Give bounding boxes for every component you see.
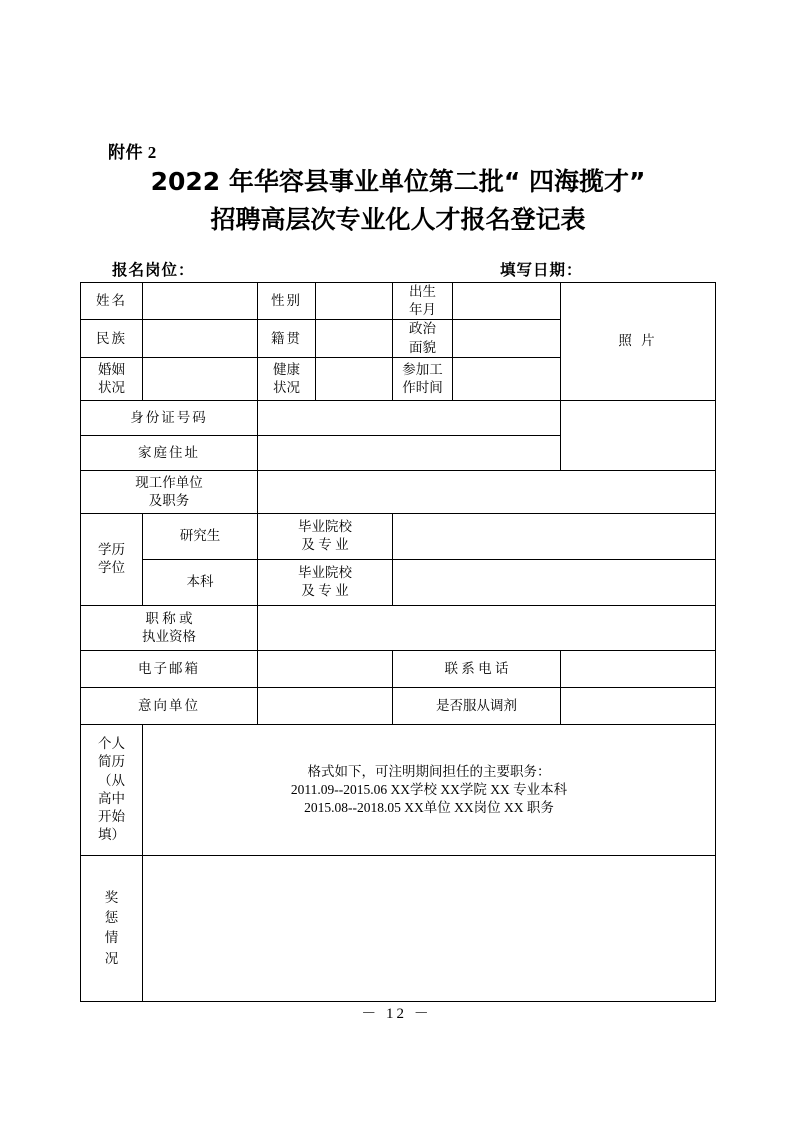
email-label: 电子邮箱 [81,650,258,687]
graduate-school-major-value[interactable] [393,513,716,559]
education-label-line-2: 学位 [98,560,125,576]
intended-unit-label: 意向单位 [81,687,258,724]
resume-example-line-2: 2015.08--2018.05 XX单位 XX岗位 XX 职务 [304,799,554,815]
resume-label-line-3: （从 [98,772,125,788]
title-line-1: 2022 年华容县事业单位第二批“ 四海揽才” [150,167,646,196]
birth-date-label [393,283,453,320]
awards-label-line-3: 情 [104,930,119,946]
birth-date-label-line-2: 年月 [409,302,436,318]
undergraduate-school-major-label-line-1: 毕业院校 [298,565,352,581]
table-row [81,605,716,650]
health-status-label [258,357,316,400]
attachment-label: 附件 2 [108,143,157,162]
table-row [81,470,716,513]
graduate-school-major-label-line-2: 及 专 业 [301,537,349,553]
political-status-label-line-1: 政治 [409,321,436,337]
native-place-label: 籍贯 [258,320,316,357]
title-qualification-label-line-1: 职 称 或 [145,610,193,626]
title-qualification-label [81,605,258,650]
name-value[interactable] [143,283,258,320]
education-graduate-level: 研究生 [143,513,258,559]
resume-label [81,724,143,855]
transfer-willingness-value[interactable] [561,687,716,724]
birth-date-value[interactable] [453,283,561,320]
gender-value[interactable] [316,283,393,320]
marital-status-label [81,357,143,400]
home-address-value[interactable] [258,435,561,470]
resume-label-line-1: 个人 [98,736,125,752]
resume-label-line-6: 填） [98,827,125,843]
undergraduate-school-major-label-line-2: 及 专 业 [301,583,349,599]
table-row [81,513,716,559]
marital-status-label-line-1: 婚姻 [98,361,125,377]
graduate-school-major-label [258,513,393,559]
graduate-school-major-label-line-1: 毕业院校 [298,519,352,535]
applied-position-label: 报名岗位： [112,262,195,279]
education-label [81,513,143,605]
photo-placeholder[interactable]: 照 片 [561,283,716,401]
table-row [81,283,716,320]
table-row [81,400,716,435]
current-work-label-line-1: 现工作单位 [135,474,203,490]
work-start-label-line-2: 作时间 [402,379,443,395]
resume-label-line-5: 开始 [98,809,125,825]
undergraduate-school-major-label [258,559,393,605]
fill-date-label: 填写日期： [500,262,583,279]
title-qualification-value[interactable] [258,605,716,650]
email-value[interactable] [258,650,393,687]
birth-date-label-line-1: 出生 [409,284,436,299]
education-undergraduate-level: 本科 [143,559,258,605]
table-row [81,724,716,855]
transfer-willingness-label: 是否服从调剂 [393,687,561,724]
health-status-label-line-1: 健康 [273,361,300,377]
marital-status-label-line-2: 状况 [98,379,125,395]
work-start-label-line-1: 参加工 [402,361,443,377]
ethnicity-label: 民族 [81,320,143,357]
title-line-2: 招聘高层次专业化人才报名登记表 [210,205,586,234]
current-work-label [81,470,258,513]
resume-value[interactable] [143,724,716,855]
political-status-value[interactable] [453,320,561,357]
awards-value[interactable] [143,855,716,1001]
work-start-value[interactable] [453,357,561,400]
page-number: － 12 － [361,1006,432,1022]
education-label-line-1: 学历 [98,542,125,558]
table-row [81,559,716,605]
id-number-label: 身份证号码 [81,400,258,435]
phone-value[interactable] [561,650,716,687]
name-label: 姓名 [81,283,143,320]
id-number-value[interactable] [258,400,561,435]
awards-label [81,855,143,1001]
awards-label-line-4: 况 [104,950,119,966]
current-work-value[interactable] [258,470,716,513]
health-status-value[interactable] [316,357,393,400]
health-status-label-line-2: 状况 [273,379,300,395]
phone-label: 联 系 电 话 [393,650,561,687]
political-status-label [393,320,453,357]
resume-label-line-4: 高中 [98,790,125,806]
current-work-label-line-2: 及职务 [148,492,190,508]
work-start-label [393,357,453,400]
photo-area-lower [561,400,716,470]
table-row [81,650,716,687]
awards-label-line-1: 奖 [104,889,119,905]
document-title [78,163,718,239]
resume-example-line-1: 2011.09--2015.06 XX学校 XX学院 XX 专业本科 [290,781,568,797]
native-place-value[interactable] [316,320,393,357]
table-row [81,687,716,724]
title-qualification-label-line-2: 执业资格 [142,628,196,644]
resume-hint: 格式如下，可注明期间担任的主要职务： [307,763,551,779]
undergraduate-school-major-value[interactable] [393,559,716,605]
registration-form-table [80,282,716,1002]
marital-status-value[interactable] [143,357,258,400]
intended-unit-value[interactable] [258,687,393,724]
awards-label-line-2: 惩 [104,910,119,926]
table-row [81,855,716,1001]
ethnicity-value[interactable] [143,320,258,357]
political-status-label-line-2: 面貌 [409,339,436,355]
gender-label: 性别 [258,283,316,320]
resume-label-line-2: 简历 [98,754,125,770]
home-address-label: 家庭住址 [81,435,258,470]
